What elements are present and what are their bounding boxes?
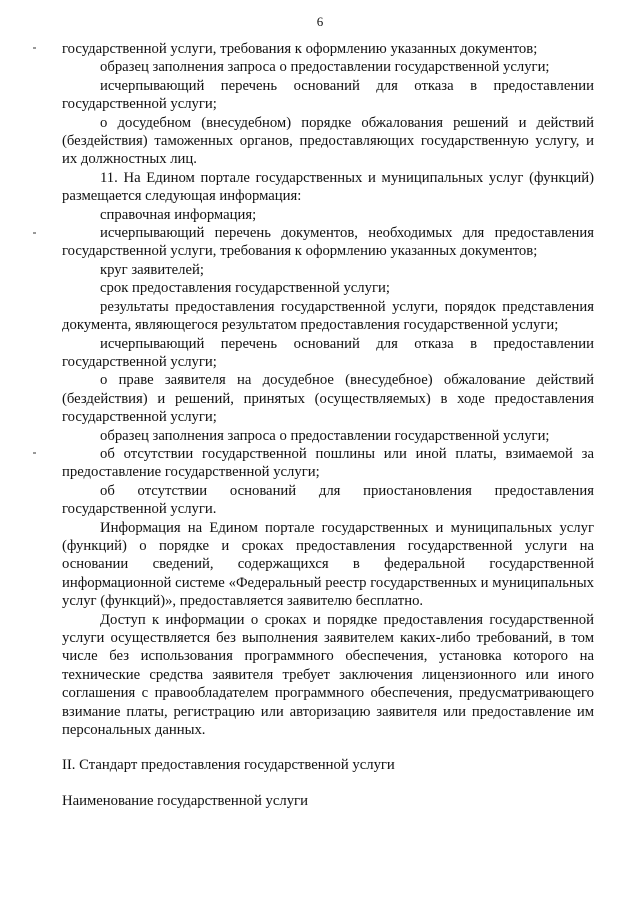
paragraph: образец заполнения запроса о предоставлении государственной услуги; — [100, 59, 550, 76]
paragraph: о праве заявителя на досудебное (внесудебное) обжалование действий (бездействия) и решений, принятых (осуществляемых) в ходе предоставления государственной услуги; — [62, 372, 594, 426]
paragraph: результаты предоставления государственной услуги, порядок представления документа, являющегося результатом предоставления государственной услуги; — [62, 298, 594, 334]
margin-mark — [33, 47, 36, 49]
paragraph: исчерпывающий перечень оснований для отказа в предоставлении государственной услуги; — [62, 77, 594, 113]
section-heading: II. Стандарт предоставления государственной услуги — [62, 757, 395, 774]
paragraph: государственной услуги, требования к оформлению указанных документов; — [62, 41, 538, 57]
paragraph: Информация на Едином портале государственных и муниципальных услуг (функций) о порядке и сроках предоставления государственной услуги на основании сведений, содержащихся в федеральной государственной информационной системе «Федеральный реестр государственных и муниципальных услуг (функций)», предоставляется заявителю бесплатно. — [62, 519, 594, 610]
paragraph: Доступ к информации о сроках и порядке предоставления государственной услуги осуществляется без выполнения заявителем каких-либо требований, в том числе без использования программного обеспечения, установка которого на технические средства заявителя требует заключения лицензионного или иного соглашения с правообладателем программного обеспечения, предусматривающего взимание платы, регистрацию или авторизацию заявителя или предоставление им персональных данных. — [62, 611, 594, 739]
paragraph: образец заполнения запроса о предоставлении государственной услуги; — [100, 427, 550, 444]
paragraph: 11. На Едином портале государственных и муниципальных услуг (функций) размещается следующая информация: — [62, 169, 594, 205]
document-body — [62, 40, 594, 810]
margin-mark — [33, 452, 36, 454]
paragraph: круг заявителей; — [100, 261, 204, 278]
paragraph: справочная информация; — [100, 206, 257, 223]
subheading: Наименование государственной услуги — [62, 792, 308, 809]
margin-mark — [33, 232, 36, 234]
paragraph: исчерпывающий перечень оснований для отказа в предоставлении государственной услуги; — [62, 335, 594, 370]
paragraph: срок предоставления государственной услуги; — [100, 280, 390, 297]
paragraph: об отсутствии оснований для приостановления предоставления государственной услуги. — [62, 482, 594, 518]
paragraph: о досудебном (внесудебном) порядке обжалования решений и действий (бездействия) таможенных органов, предоставляющих государственную услугу, и их должностных лиц. — [62, 114, 594, 168]
paragraph: об отсутствии государственной пошлины или иной платы, взимаемой за предоставление государственной услуги; — [62, 445, 594, 481]
paragraph: исчерпывающий перечень документов, необходимых для предоставления государственной услуги, требования к оформлению указанных документов; — [62, 225, 594, 260]
page-number: 6 — [316, 14, 324, 29]
